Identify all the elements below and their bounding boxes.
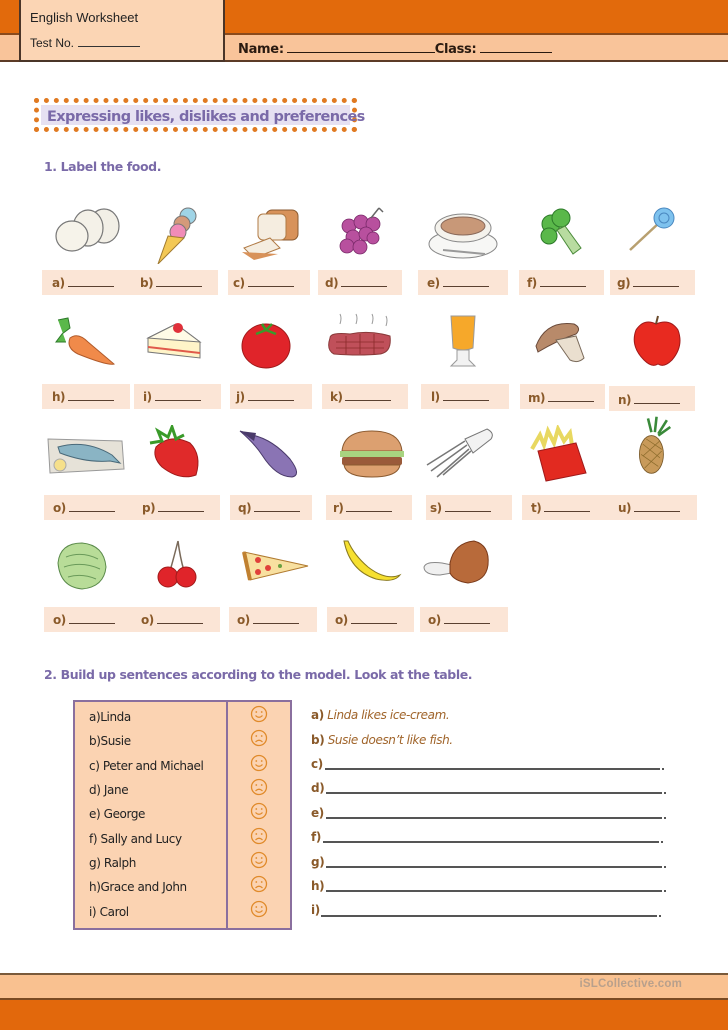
sentence-label: g) (311, 855, 325, 869)
label-field[interactable]: a) (52, 276, 114, 290)
grapes-icon (323, 204, 403, 264)
sentence-answer-line[interactable] (326, 890, 662, 892)
strawberry-icon (140, 425, 220, 485)
eggplant-icon (232, 425, 312, 485)
lettuce-icon (48, 537, 128, 597)
tomato-icon (232, 312, 312, 372)
cherries-icon (144, 537, 224, 597)
sentence-answer-line[interactable] (323, 841, 659, 843)
person-name: g) Ralph (89, 856, 136, 870)
label-field[interactable]: e) (427, 276, 489, 290)
label-field[interactable]: o) (237, 613, 299, 627)
happy-face-icon (250, 900, 268, 918)
chicken-leg-icon (418, 535, 498, 595)
banana-icon (336, 537, 416, 597)
bread-icon (232, 204, 312, 264)
hamburger-icon (332, 425, 412, 485)
carrot-icon (48, 312, 128, 372)
section-title: Expressing likes, dislikes and preferences (47, 109, 365, 125)
happy-face-icon (250, 851, 268, 869)
person-name: i) Carol (89, 905, 129, 919)
label-field[interactable]: m) (528, 391, 594, 405)
sentence-label: d) (311, 781, 325, 795)
sentence-label: c) (311, 757, 323, 771)
label-field[interactable]: c) (233, 276, 294, 290)
sentence-label: f) (311, 830, 321, 844)
broccoli-icon (525, 204, 605, 264)
exercise-2-heading: 2. Build up sentences according to the model. Look at the table. (44, 667, 473, 682)
label-field[interactable]: r) (333, 501, 392, 515)
label-field[interactable]: h) (52, 390, 114, 404)
sentence-label: i) (311, 903, 320, 917)
sad-face-icon (250, 729, 268, 747)
label-field[interactable]: i) (143, 390, 201, 404)
sad-face-icon (250, 778, 268, 796)
juice-icon (423, 312, 503, 372)
label-field[interactable]: n) (618, 393, 680, 407)
class-label: Class: (434, 42, 477, 57)
label-field[interactable]: o) (335, 613, 397, 627)
happy-face-icon (250, 705, 268, 723)
label-field[interactable]: s) (430, 501, 491, 515)
exercise-1-heading: 1. Label the food. (44, 159, 162, 174)
sentence-answer-line[interactable] (326, 866, 662, 868)
label-field[interactable]: p) (142, 501, 204, 515)
label-field[interactable]: o) (428, 613, 490, 627)
person-name: d) Jane (89, 783, 129, 797)
apple-icon (622, 312, 702, 372)
steak-icon (320, 312, 400, 372)
name-class-line (238, 41, 552, 57)
section-title-box (34, 98, 365, 132)
label-field[interactable]: t) (531, 501, 590, 515)
name-label: Name: (238, 42, 284, 57)
example-sentence: a) Linda likes ice-cream. (311, 708, 450, 722)
label-field[interactable]: o) (53, 501, 115, 515)
label-field[interactable]: q) (238, 501, 300, 515)
mushroom-icon (528, 312, 608, 372)
lollipop-icon (616, 204, 696, 264)
squid-icon (423, 425, 503, 485)
test-number-field[interactable] (30, 36, 140, 50)
pineapple-icon (620, 415, 700, 475)
person-name: c) Peter and Michael (89, 759, 204, 773)
label-field[interactable]: k) (330, 390, 391, 404)
french-fries-icon (524, 425, 604, 485)
label-field[interactable]: j) (236, 390, 294, 404)
class-blank[interactable] (480, 41, 552, 53)
fish-icon (46, 425, 126, 485)
footer-bar (0, 1000, 728, 1030)
label-field[interactable]: o) (53, 613, 115, 627)
eggs-icon (48, 202, 128, 262)
cake-icon (140, 312, 220, 372)
label-field[interactable]: b) (140, 276, 202, 290)
label-field[interactable]: g) (617, 276, 679, 290)
worksheet-title: English Worksheet (30, 10, 139, 25)
test-number-label: Test No. (30, 36, 75, 50)
soup-icon (423, 204, 503, 264)
label-field[interactable]: f) (527, 276, 586, 290)
pizza-icon (236, 540, 316, 600)
sentence-answer-line[interactable] (326, 817, 662, 819)
preferences-table (73, 700, 292, 930)
example-sentence: b) Susie doesn’t like fish. (311, 733, 453, 747)
sentence-answer-line[interactable] (321, 915, 657, 917)
sad-face-icon (250, 827, 268, 845)
person-name: h)Grace and John (89, 880, 187, 894)
sad-face-icon (250, 875, 268, 893)
label-field[interactable]: u) (618, 501, 680, 515)
sentence-label: h) (311, 879, 325, 893)
test-number-blank[interactable] (78, 37, 140, 47)
label-field[interactable]: l) (431, 390, 489, 404)
person-name: f) Sally and Lucy (89, 832, 182, 846)
label-field[interactable]: o) (141, 613, 203, 627)
label-field[interactable]: d) (325, 276, 387, 290)
sentence-label: e) (311, 806, 324, 820)
happy-face-icon (250, 754, 268, 772)
happy-face-icon (250, 802, 268, 820)
name-blank[interactable] (287, 41, 435, 53)
person-name: a)Linda (89, 710, 131, 724)
sentence-answer-line[interactable] (326, 792, 662, 794)
person-name: e) George (89, 807, 146, 821)
footer-brand: iSLCollective.com (579, 978, 682, 990)
header-title-box (19, 0, 225, 62)
ice-cream-icon (140, 204, 220, 264)
sentence-answer-line[interactable] (325, 768, 660, 770)
person-name: b)Susie (89, 734, 131, 748)
